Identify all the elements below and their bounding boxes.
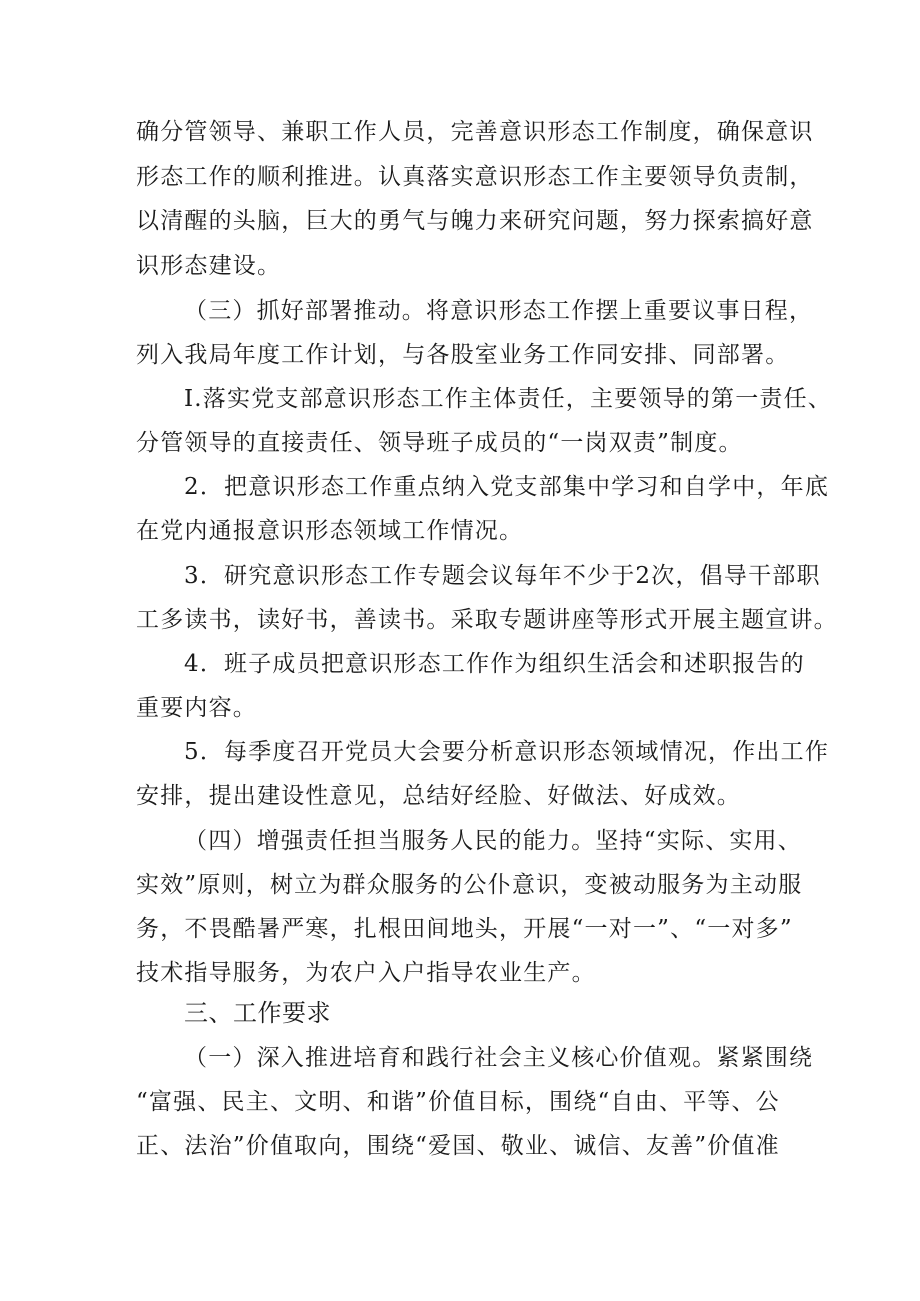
text-line: 实效”原则，树立为群众服务的公仆意识，变被动服务为主动服	[136, 872, 803, 898]
text-line: 2．把意识形态工作重点纳入党支部集中学习和自学中，年底	[184, 474, 830, 500]
text-line: 在党内通报意识形态领域工作情况。	[136, 518, 524, 544]
text-line: 重要内容。	[136, 695, 257, 721]
text-line: （三）抓好部署推动。将意识形态工作摆上重要议事日程，	[184, 298, 814, 324]
text-line: 技术指导服务，为农户入户指导农业生产。	[136, 960, 596, 986]
text-line: 列入我局年度工作计划，与各股室业务工作同安排、同部署。	[136, 342, 790, 368]
text-line: “富强、民主、文明、和谐”价值目标，围绕“自由、平等、公	[136, 1089, 780, 1115]
text-line: 务，不畏酷暑严寒，扎根田间地头，开展“一对一”、“一对多”	[136, 916, 793, 942]
text-line: 5．每季度召开党员大会要分析意识形态领域情况，作出工作	[184, 739, 830, 765]
text-line: 4．班子成员把意识形态工作作为组织生活会和述职报告的	[184, 651, 805, 677]
section-heading: 三、工作要求	[184, 999, 331, 1027]
text-line: 识形态建设。	[136, 253, 282, 279]
text-line: 形态工作的顺利推进。认真落实意识形态工作主要领导负责制，	[136, 164, 814, 190]
text-line: （一）深入推进培育和践行社会主义核心价值观。紧紧围绕	[184, 1045, 814, 1071]
text-line: 以清醒的头脑，巨大的勇气与魄力来研究问题，努力探索搞好意	[136, 208, 814, 234]
text-line: （四）增强责任担当服务人民的能力。坚持“实际、实用、	[184, 828, 802, 854]
text-line: 分管领导的直接责任、领导班子成员的“一岗双责”制度。	[136, 430, 743, 456]
text-line: 正、法治”价值取向，围绕“爱国、敬业、诚信、友善”价值准	[136, 1133, 780, 1159]
text-line: I.落实党支部意识形态工作主体责任，主要领导的第一责任、	[184, 386, 832, 412]
text-line: 安排，提出建设性意见，总结好经脸、好做法、好成效。	[136, 783, 741, 809]
text-line: 工多读书，读好书，善读书。采取专题讲座等形式开展主题宣讲。	[136, 607, 838, 633]
text-line: 3．研究意识形态工作专题会议每年不少于2次，倡导干部职	[184, 563, 821, 589]
text-line: 确分管领导、兼职工作人员，完善意识形态工作制度，确保意识	[136, 119, 814, 145]
